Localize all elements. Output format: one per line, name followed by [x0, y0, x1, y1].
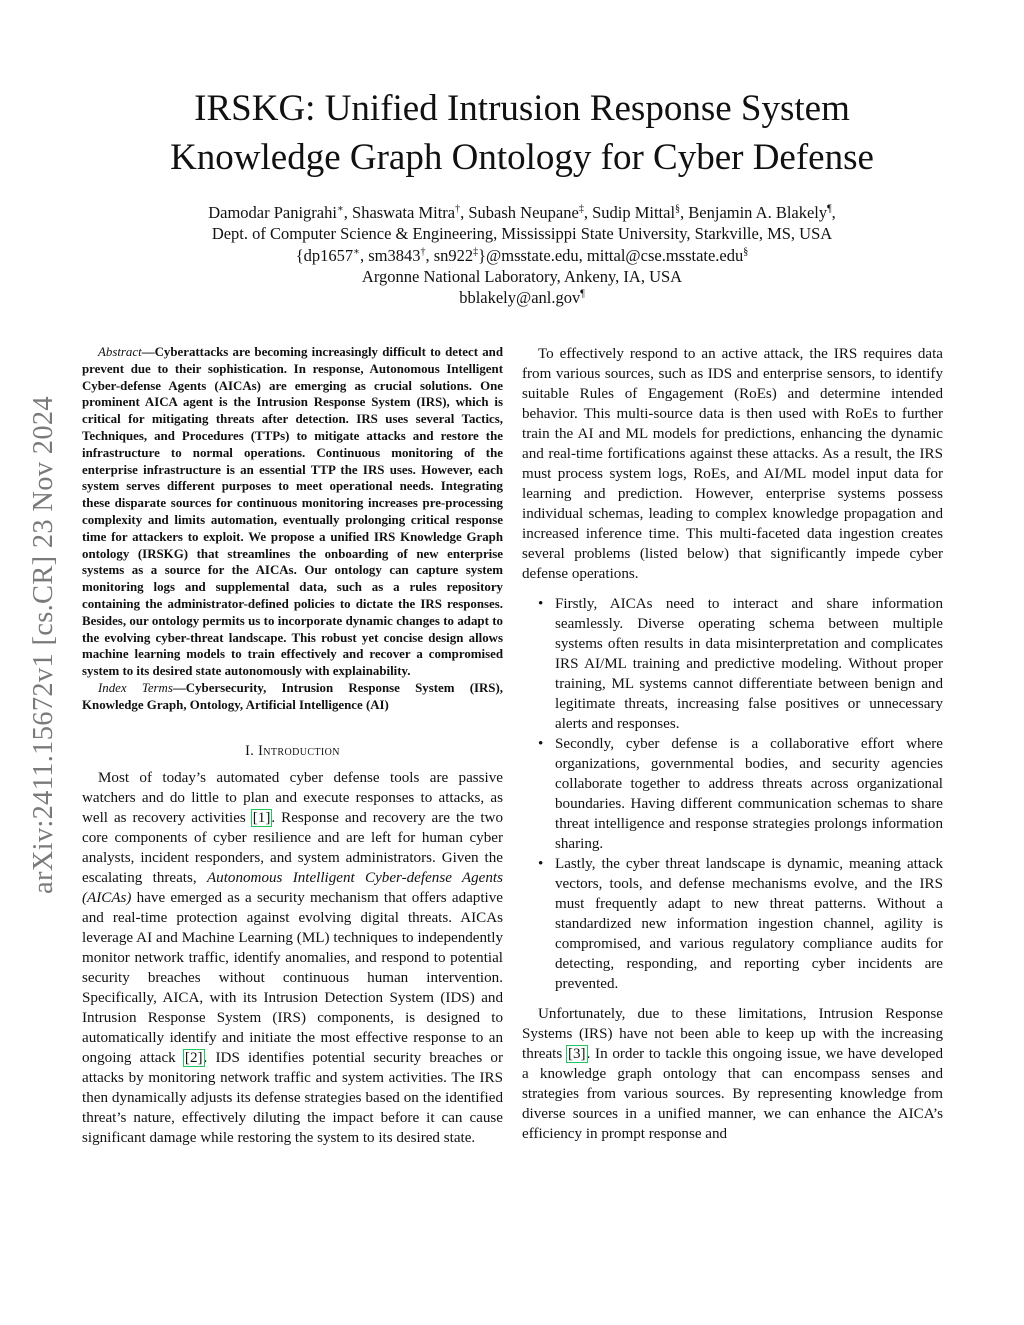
author-mark: ¶	[827, 203, 832, 215]
author-names: Damodar Panigrahi∗, Shaswata Mitra†, Subash Neupane‡, Sudip Mittal§, Benjamin A. Blakely¶,	[208, 203, 836, 222]
author-mark: ‡	[578, 203, 584, 215]
index-terms-label: Index Terms	[98, 680, 173, 695]
emails-msstate: {dp1657∗, sm3843†, sn922‡}@msstate.edu, mittal@cse.msstate.edu§	[295, 245, 749, 265]
author-name: Damodar Panigrahi	[208, 203, 337, 222]
author-name: Subash Neupane	[468, 203, 579, 222]
problem-list	[522, 594, 943, 994]
author-name: Shaswata Mitra	[352, 203, 456, 222]
author-mark: ∗	[336, 203, 344, 215]
paper-title	[60, 84, 984, 182]
index-terms-text: —Cybersecurity, Intrusion Response System (IRS), Knowledge Graph, Ontology, Artificial Intelligence (AI)	[82, 680, 503, 712]
list-item: • Firstly, AICAs need to interact and share information seamlessly. Diverse operating schema between multiple systems often results in data misinterpretation and complicates IRS AI/ML training and predictive modeling. Without proper training, ML systems cannot differentiate between benign and legitimate threats, increasing false positives or unnecessary alerts and responses.	[555, 594, 943, 734]
abstract-text: —Cyberattacks are becoming increasingly difficult to detect and prevent due to their sophistication. In response, Autonomous Intelligent Cyber-defense Agents (AICAs) are emerging as crucial solutions. One prominent AICA agent is the Intrusion Response System (IRS), which is critical for mitigating threats after detection. IRS uses several Tactics, Techniques, and Procedures (TTPs) to mitigate attacks and restore the infrastructure to normal operations. Continuous monitoring of the enterprise infrastructure is an essential TTP the IRS uses. However, each system serves different purposes to meet operational needs. Integrating these disparate sources for continuous monitoring increases pre-processing complexity and limits automation, eventually prolonging critical response time for attackers to exploit. We propose a unified IRS Knowledge Graph ontology (IRSKG) that streamlines the onboarding of new enterprise systems as a source for the AICAs. Our ontology can capture system monitoring logs and supplemental data, such as a rules repository containing the administrator-defined policies to dictate the IRS responses. Besides, our ontology permits us to incorporate dynamic changes to adapt to the evolving cyber-threat landscape. This robust yet concise design allows machine learning models to train effectively and recover a compromised system to its desired state autonomously with explainability.	[82, 345, 503, 679]
affiliation-argonne: Argonne National Laboratory, Ankeny, IA, USA	[361, 266, 683, 286]
intro-paragraph-2: To effectively respond to an active attack, the IRS requires data from various sources, such as IDS and enterprise sensors, to identify suitable Rules of Engagement (RoEs) and determine intended behavior. This multi-source data is then used with RoEs to further train the AI and ML models for predictions, enhancing the dynamic and real-time fortifications against these attacks. As a result, the IRS must process system logs, RoEs, and AI/ML model input data for learning and prediction. However, enterprise systems possess individual schemas, leading to complex knowledge propagation and increased inference time. This multi-faceted data ingestion creates several problems (listed below) that significantly impede cyber defense operations.	[522, 346, 943, 582]
intro-paragraph-1: Most of today’s automated cyber defense tools are passive watchers and do little to plan and execute responses to attacks, as well as recovery activities [1]. Response and recovery are the two core components of cyber resilience and are left for human cyber analysts, incident responders, and system administrators. Given the escalating threats, Autonomous Intelligent Cyber-defense Agents (AICAs) have emerged as a security mechanism that offers adaptive and real-time protection against evolving digital threats. AICAs leverage AI and Machine Learning (ML) techniques to independently monitor network traffic, identify anomalies, and respond to potential security breaches without continuous human intervention. Specifically, AICA, with its Intrusion Detection System (IDS) and Intrusion Response System (IRS) components, is designed to automatically identify and initiate the most effective response to an ongoing attack [2]. IDS identifies potential security breaches or attacks by monitoring network traffic and system activities. The IRS then dynamically adjusts its defense strategies based on the identified threat’s nature, effectively diluting the impact before it can cause significant damage while restoring the system to its desired state.	[82, 769, 504, 1146]
author-name: Sudip Mittal	[592, 203, 676, 222]
citation-link-3[interactable]: [3]	[567, 1046, 586, 1062]
list-item: • Lastly, the cyber threat landscape is dynamic, meaning attack vectors, tools, and defense mechanisms evolve, and the IRS must frequently adapt to new threat patterns. Without a standardized new information ingestion channel, agility is compromised, and various regulatory compliance audits for detecting, responding, and reporting cyber incidents are prevented.	[555, 854, 943, 994]
author-mark: †	[455, 203, 461, 215]
abstract-label: Abstract	[98, 345, 142, 359]
arxiv-identifier	[22, 348, 66, 942]
section-heading-introduction: I. Introduction	[245, 742, 340, 759]
arxiv-identifier-text: arXiv:2411.15672v1 [cs.CR] 23 Nov 2024	[28, 396, 59, 894]
intro-paragraph-3: Unfortunately, due to these limitations, Intrusion Response Systems (IRS) have not been able to keep up with the increasing threats [3]. In order to tackle this ongoing issue, we have developed a knowledge graph ontology that can encompass senses and strategies from various sources. By representing knowledge from diverse sources in a unified manner, we can enhance the AICA’s efficiency in prompt response and	[522, 1006, 943, 1142]
author-block	[100, 202, 944, 308]
title-line-2: Knowledge Graph Ontology for Cyber Defense	[170, 137, 874, 178]
index-terms	[82, 680, 503, 714]
email-argonne: bblakely@anl.gov¶	[459, 288, 585, 308]
citation-link-1[interactable]: [1]	[252, 809, 271, 826]
list-item: • Secondly, cyber defense is a collaborative effort where organizations, governmental bodies, and security agencies collaborate together to address threats across organizational boundaries. Having different communication schemas to share threat intelligence and response strategies prolongs information sharing.	[555, 734, 943, 854]
citation-link-2[interactable]: [2]	[184, 1049, 203, 1066]
affiliation-msstate: Dept. of Computer Science & Engineering, Mississippi State University, Starkville, MS, USA	[211, 224, 833, 244]
right-column	[522, 344, 943, 1144]
left-column	[82, 344, 503, 1148]
author-name: Benjamin A. Blakely	[688, 203, 828, 222]
abstract	[82, 344, 503, 680]
title-line-1: IRSKG: Unified Intrusion Response System	[194, 88, 850, 129]
author-mark: §	[675, 203, 681, 215]
